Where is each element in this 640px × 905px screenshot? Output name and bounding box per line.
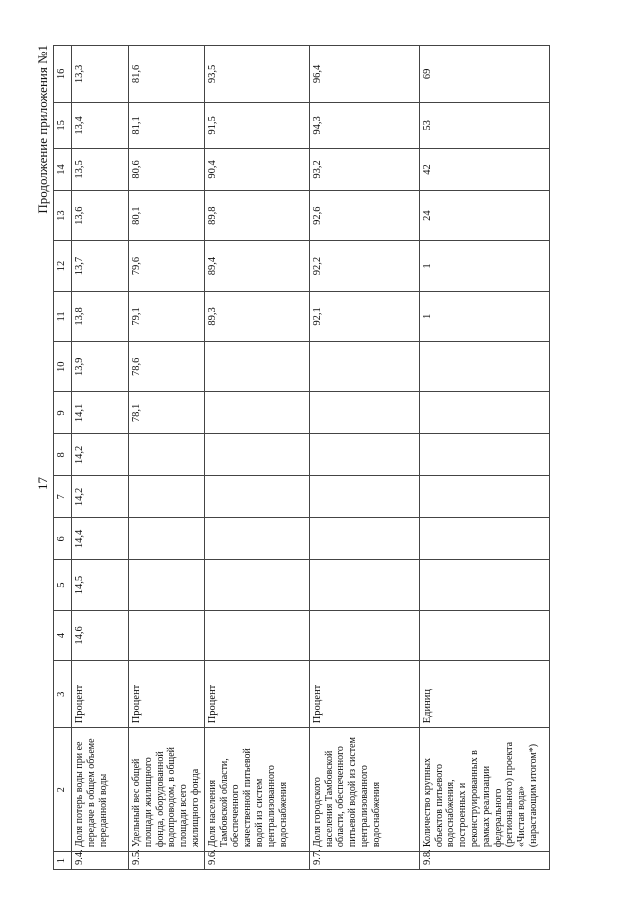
header-cell: 16	[54, 46, 72, 103]
value-cell: 13,9	[72, 342, 129, 392]
value-cell: 13,6	[72, 190, 129, 240]
value-cell	[309, 560, 419, 610]
value-cell	[309, 610, 419, 660]
value-cell: 14,1	[72, 392, 129, 434]
value-cell: 93,5	[204, 46, 309, 103]
rotated-page	[35, 45, 595, 870]
value-cell: 79,1	[129, 291, 205, 341]
value-cell: 14,2	[72, 476, 129, 518]
page-number: 17	[35, 477, 50, 490]
unit: Процент	[129, 661, 205, 728]
value-cell: 92,6	[309, 190, 419, 240]
header-cell: 8	[54, 434, 72, 476]
value-cell: 13,4	[72, 102, 129, 148]
value-cell: 96,4	[309, 46, 419, 103]
value-cell	[129, 518, 205, 560]
table-row	[72, 46, 129, 870]
value-cell: 92,2	[309, 241, 419, 291]
value-cell: 79,6	[129, 241, 205, 291]
value-cell: 42	[419, 148, 549, 190]
value-cell: 13,5	[72, 148, 129, 190]
unit: Единиц	[419, 661, 549, 728]
value-cell: 81,1	[129, 102, 205, 148]
value-cell: 78,6	[129, 342, 205, 392]
unit: Процент	[309, 661, 419, 728]
value-cell: 14,4	[72, 518, 129, 560]
value-cell	[419, 518, 549, 560]
table-row	[129, 46, 205, 870]
indicator-name: Доля населения Тамбовской области, обеспеченного качественной питьевой водой из систем централизованного водоснабжения	[204, 728, 309, 852]
header-cell: 14	[54, 148, 72, 190]
value-cell	[309, 476, 419, 518]
header-cell: 6	[54, 518, 72, 560]
value-cell	[419, 476, 549, 518]
continuation-title: Продолжение приложения №1	[35, 45, 50, 214]
value-cell	[129, 610, 205, 660]
row-number: 9.4.	[72, 852, 129, 870]
value-cell	[129, 434, 205, 476]
value-cell	[204, 518, 309, 560]
header-cell: 10	[54, 342, 72, 392]
value-cell: 1	[419, 291, 549, 341]
value-cell: 78,1	[129, 392, 205, 434]
row-number: 9.5.	[129, 852, 205, 870]
value-cell: 13,7	[72, 241, 129, 291]
indicator-name: Доля потерь воды при ее передаче в общем объеме переданной воды	[72, 728, 129, 852]
value-cell	[419, 392, 549, 434]
value-cell: 24	[419, 190, 549, 240]
value-cell	[419, 560, 549, 610]
value-cell: 93,2	[309, 148, 419, 190]
header-cell: 15	[54, 102, 72, 148]
indicators-table	[53, 45, 550, 870]
value-cell	[309, 342, 419, 392]
value-cell: 14,2	[72, 434, 129, 476]
value-cell: 69	[419, 46, 549, 103]
value-cell	[419, 610, 549, 660]
value-cell	[419, 434, 549, 476]
value-cell	[204, 342, 309, 392]
header-row	[54, 46, 72, 870]
value-cell: 89,4	[204, 241, 309, 291]
value-cell	[129, 476, 205, 518]
header-cell: 5	[54, 560, 72, 610]
header-cell: 13	[54, 190, 72, 240]
value-cell: 81,6	[129, 46, 205, 103]
value-cell	[309, 518, 419, 560]
header-cell: 4	[54, 610, 72, 660]
value-cell	[129, 560, 205, 610]
value-cell: 14,5	[72, 560, 129, 610]
value-cell	[204, 434, 309, 476]
table-row	[309, 46, 419, 870]
value-cell: 13,3	[72, 46, 129, 103]
value-cell: 89,8	[204, 190, 309, 240]
value-cell: 90,4	[204, 148, 309, 190]
header-cell: 12	[54, 241, 72, 291]
value-cell	[419, 342, 549, 392]
header-cell: 3	[54, 661, 72, 728]
value-cell	[309, 434, 419, 476]
value-cell: 94,3	[309, 102, 419, 148]
value-cell	[204, 392, 309, 434]
value-cell: 14,6	[72, 610, 129, 660]
header-cell: 11	[54, 291, 72, 341]
row-number: 9.8.	[419, 852, 549, 870]
table-row	[204, 46, 309, 870]
header-cell: 1	[54, 852, 72, 870]
unit: Процент	[72, 661, 129, 728]
header-cell: 2	[54, 728, 72, 852]
value-cell: 91,5	[204, 102, 309, 148]
value-cell	[204, 560, 309, 610]
indicator-name: Количество крупных объектов питьевого водоснабжения, построенных и реконструированных в рамках реализации федерального (регионального) проекта «Чистая вода» (нарастающим итогом*)	[419, 728, 549, 852]
header-cell: 9	[54, 392, 72, 434]
value-cell: 13,8	[72, 291, 129, 341]
indicator-name: Удельный вес общей площади жилищного фонда, оборудованной водопроводом, в общей площади всего жилищного фонда	[129, 728, 205, 852]
table-row	[419, 46, 549, 870]
row-number: 9.7.	[309, 852, 419, 870]
header-cell: 7	[54, 476, 72, 518]
value-cell: 92,1	[309, 291, 419, 341]
unit: Процент	[204, 661, 309, 728]
value-cell: 53	[419, 102, 549, 148]
value-cell: 80,1	[129, 190, 205, 240]
indicator-name: Доля городского населения Тамбовской области, обеспеченного питьевой водой из систем централизованного водоснабжения	[309, 728, 419, 852]
value-cell	[204, 610, 309, 660]
value-cell: 80,6	[129, 148, 205, 190]
value-cell	[309, 392, 419, 434]
value-cell: 1	[419, 241, 549, 291]
row-number: 9.6.	[204, 852, 309, 870]
value-cell: 89,3	[204, 291, 309, 341]
value-cell	[204, 476, 309, 518]
